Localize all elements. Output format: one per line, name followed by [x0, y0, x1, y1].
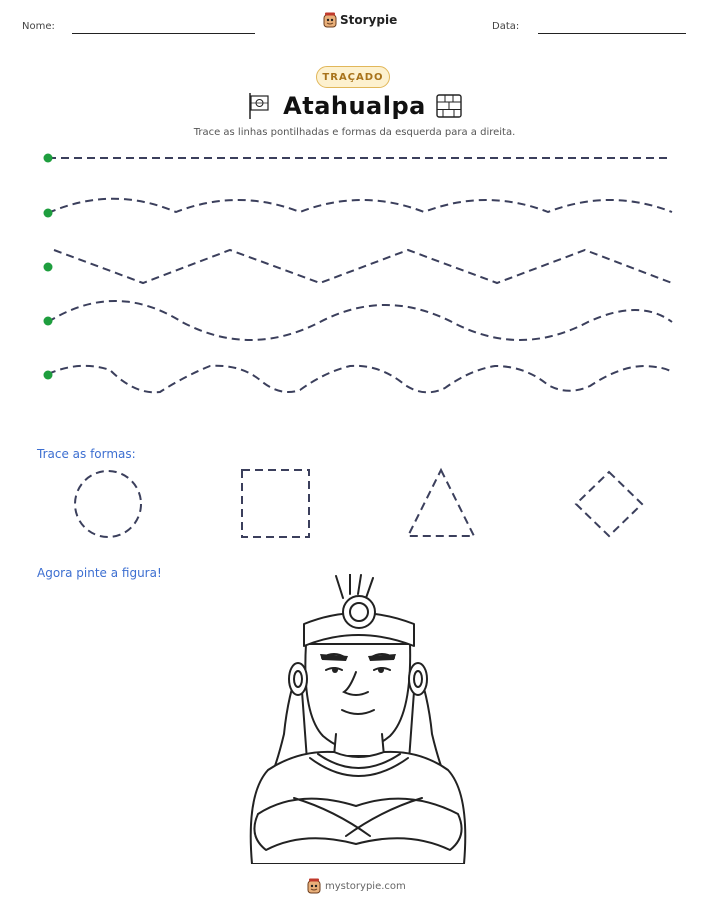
- date-label: Data:: [492, 21, 520, 32]
- start-dot: [44, 154, 53, 163]
- name-label: Nome:: [22, 21, 55, 32]
- footer-url[interactable]: mystorypie.com: [325, 880, 406, 892]
- trace-shape-triangle[interactable]: [408, 470, 474, 536]
- start-dot: [44, 263, 53, 272]
- trace-shape-square[interactable]: [242, 470, 309, 537]
- brand-name: Storypie: [340, 13, 398, 27]
- trace-shapes-area: [0, 462, 709, 547]
- coloring-section-label: Agora pinte a figura!: [37, 566, 162, 580]
- trace-line-bumpy-wave[interactable]: [48, 366, 672, 393]
- trace-lines-area: [0, 140, 709, 410]
- footer: [307, 878, 406, 894]
- name-field[interactable]: [72, 33, 255, 34]
- storypie-mascot-icon: [307, 878, 321, 894]
- trace-shape-circle[interactable]: [75, 471, 141, 537]
- worksheet-badge: TRAÇADO: [316, 66, 390, 88]
- shapes-section-label: Trace as formas:: [37, 447, 136, 461]
- brand-logo: [323, 12, 397, 28]
- start-dot: [44, 209, 53, 218]
- trace-line-gentle-wave[interactable]: [48, 199, 672, 213]
- start-dot: [44, 317, 53, 326]
- instructions: Trace as linhas pontilhadas e formas da esquerda para a direita.: [193, 127, 516, 138]
- page-title: Atahualpa: [283, 92, 426, 120]
- trace-line-zigzag[interactable]: [54, 250, 672, 283]
- atahualpa-coloring-figure[interactable]: [238, 574, 474, 864]
- start-dot: [44, 371, 53, 380]
- storypie-mascot-icon: [323, 12, 337, 28]
- stone-wall-icon: [436, 94, 462, 118]
- trace-shape-diamond[interactable]: [576, 472, 642, 536]
- date-field[interactable]: [538, 33, 686, 34]
- trace-line-wave[interactable]: [48, 301, 672, 340]
